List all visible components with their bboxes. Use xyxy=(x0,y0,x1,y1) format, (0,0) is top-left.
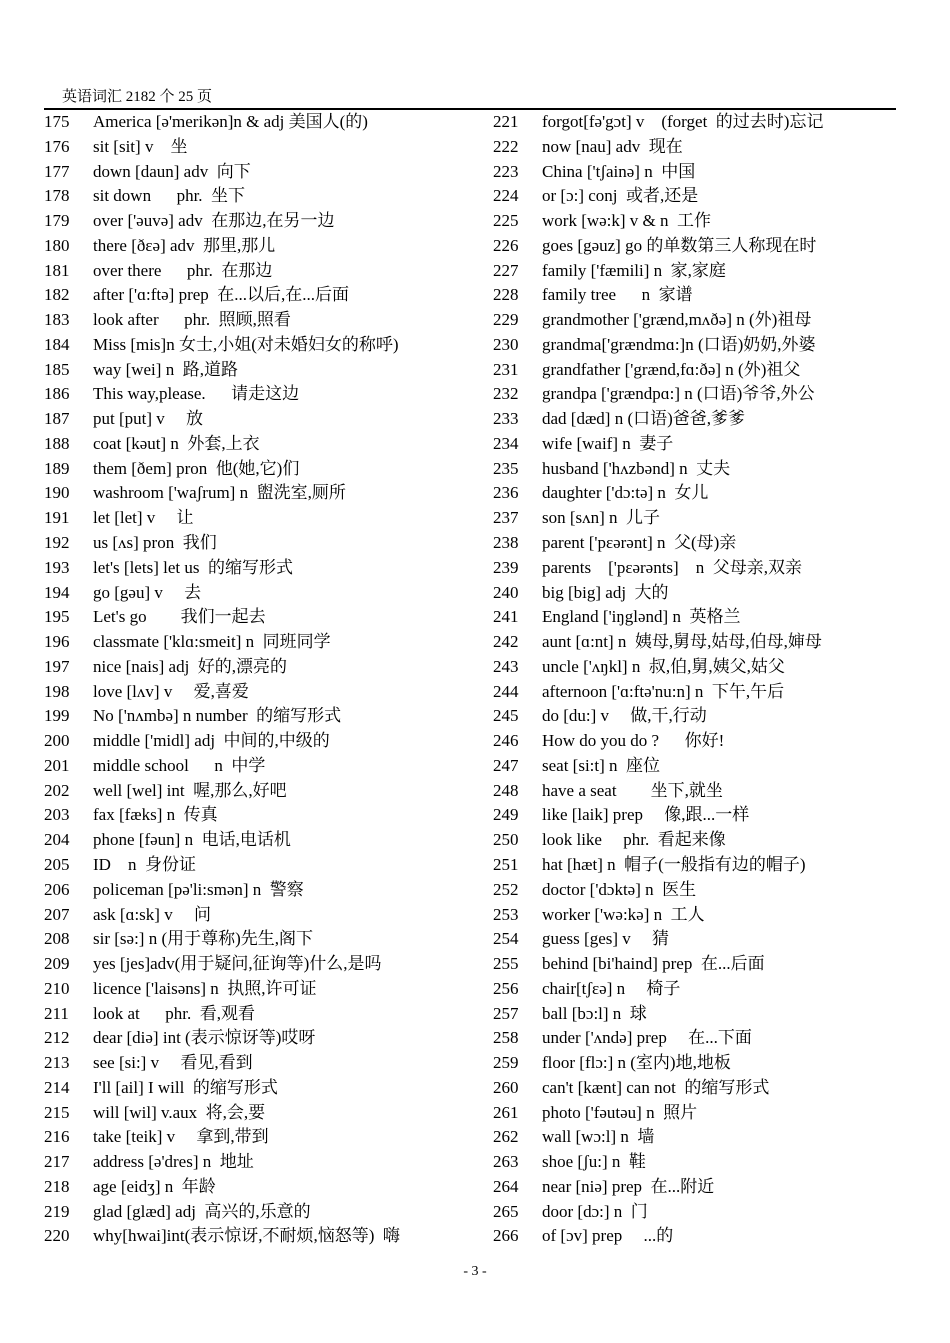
vocab-entry xyxy=(493,1002,913,1027)
entry-text: ask [ɑ:sk] v 问 xyxy=(93,904,211,924)
entry-text: grandma['grændmɑ:]n (口语)奶奶,外婆 xyxy=(542,334,816,354)
vocab-entry xyxy=(493,184,913,209)
entry-text: take [teik] v 拿到,带到 xyxy=(93,1127,269,1147)
entry-number: 249 xyxy=(493,805,519,825)
entry-number: 188 xyxy=(44,433,70,453)
vocab-column-left xyxy=(44,110,464,1249)
vocab-entry xyxy=(44,184,464,209)
entry-number: 244 xyxy=(493,681,519,701)
entry-number: 205 xyxy=(44,854,70,874)
vocab-entry xyxy=(44,1026,464,1051)
entry-text: parent ['pεərənt] n 父(母)亲 xyxy=(542,533,737,553)
entry-number: 252 xyxy=(493,879,519,899)
vocab-entry xyxy=(44,729,464,754)
entry-number: 196 xyxy=(44,632,70,652)
entry-text: coat [kəut] n 外套,上衣 xyxy=(93,433,260,453)
vocab-entry xyxy=(493,977,913,1002)
vocab-entry xyxy=(44,160,464,185)
entry-text: floor [flɔ:] n (室内)地,地板 xyxy=(542,1053,731,1073)
entry-number: 229 xyxy=(493,310,519,330)
vocab-entry xyxy=(493,1051,913,1076)
entry-text: after ['ɑ:ftə] prep 在...以后,在...后面 xyxy=(93,285,350,305)
entry-text: family tree n 家谱 xyxy=(542,285,693,305)
vocab-entry xyxy=(44,630,464,655)
entry-text: England ['iŋglənd] n 英格兰 xyxy=(542,607,741,627)
vocab-entry xyxy=(44,308,464,333)
entry-number: 248 xyxy=(493,780,519,800)
vocab-entry xyxy=(44,481,464,506)
vocab-entry xyxy=(44,283,464,308)
entry-text: way [wei] n 路,道路 xyxy=(93,359,238,379)
vocab-entry xyxy=(493,903,913,928)
vocab-entry xyxy=(493,110,913,135)
entry-text: I'll [ail] I will 的缩写形式 xyxy=(93,1077,278,1097)
vocab-entry xyxy=(44,1200,464,1225)
entry-text: Miss [mis]n 女士,小姐(对未婚妇女的称呼) xyxy=(93,334,399,354)
entry-text: or [ɔ:] conj 或者,还是 xyxy=(542,186,699,206)
entry-text: now [nau] adv 现在 xyxy=(542,136,683,156)
entry-text: chair[tʃεə] n 椅子 xyxy=(542,978,681,998)
entry-number: 178 xyxy=(44,186,70,206)
vocab-entry xyxy=(44,457,464,482)
entry-number: 202 xyxy=(44,780,70,800)
vocab-entry xyxy=(44,1051,464,1076)
entry-text: dad [dæd] n (口语)爸爸,爹爹 xyxy=(542,409,746,429)
entry-number: 259 xyxy=(493,1053,519,1073)
vocab-entry xyxy=(44,1076,464,1101)
entry-text: grandpa ['grændpɑ:] n (口语)爷爷,外公 xyxy=(542,384,815,404)
entry-text: aunt [ɑ:nt] n 姨母,舅母,姑母,伯母,婶母 xyxy=(542,632,822,652)
entry-number: 189 xyxy=(44,458,70,478)
entry-text: look like phr. 看起来像 xyxy=(542,830,726,850)
entry-text: them [ðem] pron 他(她,它)们 xyxy=(93,458,300,478)
vocab-entry xyxy=(44,1101,464,1126)
entry-text: will [wil] v.aux 将,会,要 xyxy=(93,1102,266,1122)
vocab-entry xyxy=(493,531,913,556)
entry-text: photo ['fəutəu] n 照片 xyxy=(542,1102,698,1122)
entry-number: 263 xyxy=(493,1152,519,1172)
entry-number: 197 xyxy=(44,656,70,676)
vocab-entry xyxy=(44,1002,464,1027)
entry-number: 225 xyxy=(493,211,519,231)
entry-number: 201 xyxy=(44,755,70,775)
entry-number: 180 xyxy=(44,235,70,255)
vocab-entry xyxy=(493,1200,913,1225)
entry-number: 190 xyxy=(44,483,70,503)
entry-number: 226 xyxy=(493,235,519,255)
vocab-entry xyxy=(44,1224,464,1249)
entry-number: 227 xyxy=(493,260,519,280)
entry-text: behind [bi'haind] prep 在...后面 xyxy=(542,954,765,974)
entry-number: 177 xyxy=(44,161,70,181)
vocab-entry xyxy=(493,1076,913,1101)
entry-text: How do you do ? 你好! xyxy=(542,731,725,751)
entry-text: us [ʌs] pron 我们 xyxy=(93,533,217,553)
vocab-entry xyxy=(493,160,913,185)
vocab-entry xyxy=(44,977,464,1002)
entry-number: 210 xyxy=(44,978,70,998)
entry-text: grandmother ['grænd,mʌðə] n (外)祖母 xyxy=(542,310,812,330)
entry-text: over ['əuvə] adv 在那边,在另一边 xyxy=(93,211,335,231)
entry-number: 221 xyxy=(493,112,519,131)
vocab-entry xyxy=(493,803,913,828)
entry-text: go [gəu] v 去 xyxy=(93,582,202,602)
entry-text: have a seat 坐下,就坐 xyxy=(542,780,723,800)
vocab-entry xyxy=(493,358,913,383)
entry-number: 204 xyxy=(44,830,70,850)
entry-text: guess [ges] v 猜 xyxy=(542,929,670,949)
entry-number: 262 xyxy=(493,1127,519,1147)
entry-number: 238 xyxy=(493,533,519,553)
entry-text: forgot[fə'gɔt] v (forget 的过去时)忘记 xyxy=(542,112,824,131)
vocab-entry xyxy=(44,135,464,160)
vocab-entry xyxy=(493,209,913,234)
vocab-entry xyxy=(493,754,913,779)
entry-number: 243 xyxy=(493,656,519,676)
entry-number: 256 xyxy=(493,978,519,998)
vocab-entry xyxy=(493,135,913,160)
vocab-entry xyxy=(493,333,913,358)
entry-text: policeman [pə'li:smən] n 警察 xyxy=(93,879,304,899)
entry-text: age [eidʒ] n 年龄 xyxy=(93,1176,216,1196)
entry-number: 220 xyxy=(44,1226,70,1246)
entry-text: over there phr. 在那边 xyxy=(93,260,273,280)
entry-number: 207 xyxy=(44,904,70,924)
entry-number: 199 xyxy=(44,706,70,726)
entry-text: like [laik] prep 像,跟...一样 xyxy=(542,805,750,825)
entry-text: sit [sit] v 坐 xyxy=(93,136,188,156)
entry-number: 236 xyxy=(493,483,519,503)
entry-text: sit down phr. 坐下 xyxy=(93,186,246,206)
entry-number: 250 xyxy=(493,830,519,850)
entry-number: 216 xyxy=(44,1127,70,1147)
entry-number: 222 xyxy=(493,136,519,156)
vocab-entry xyxy=(44,779,464,804)
entry-text: husband ['hʌzbənd] n 丈夫 xyxy=(542,458,731,478)
vocab-entry xyxy=(493,407,913,432)
entry-text: ball [bɔ:l] n 球 xyxy=(542,1003,647,1023)
entry-text: middle school n 中学 xyxy=(93,755,266,775)
entry-number: 254 xyxy=(493,929,519,949)
entry-text: look at phr. 看,观看 xyxy=(93,1003,255,1023)
entry-number: 266 xyxy=(493,1226,519,1246)
vocab-entry xyxy=(44,556,464,581)
entry-text: afternoon ['ɑ:ftə'nu:n] n 下午,午后 xyxy=(542,681,785,701)
vocab-entry xyxy=(493,630,913,655)
vocab-entry xyxy=(493,382,913,407)
page-header: 英语词汇 2182 个 25 页 xyxy=(62,89,213,105)
entry-number: 240 xyxy=(493,582,519,602)
entry-number: 184 xyxy=(44,334,70,354)
vocab-entry xyxy=(44,828,464,853)
vocab-entry xyxy=(493,1150,913,1175)
entry-text: licence ['laisəns] n 执照,许可证 xyxy=(93,978,317,998)
entry-text: of [ɔv] prep ...的 xyxy=(542,1226,674,1246)
entry-text: daughter ['dɔ:tə] n 女儿 xyxy=(542,483,709,503)
entry-text: why[hwai]int(表示惊讶,不耐烦,恼怒等) 嗨 xyxy=(93,1226,400,1246)
entry-number: 209 xyxy=(44,954,70,974)
entry-text: big [big] adj 大的 xyxy=(542,582,669,602)
entry-text: work [wə:k] v & n 工作 xyxy=(542,211,712,231)
vocab-entry xyxy=(493,581,913,606)
entry-text: phone [fəun] n 电话,电话机 xyxy=(93,830,291,850)
entry-text: worker ['wə:kə] n 工人 xyxy=(542,904,705,924)
vocab-entry xyxy=(493,259,913,284)
entry-number: 253 xyxy=(493,904,519,924)
entry-text: fax [fæks] n 传真 xyxy=(93,805,218,825)
vocab-entry xyxy=(493,878,913,903)
vocab-entry xyxy=(493,1175,913,1200)
entry-number: 183 xyxy=(44,310,70,330)
entry-number: 257 xyxy=(493,1003,519,1023)
vocab-entry xyxy=(44,927,464,952)
vocab-entry xyxy=(493,655,913,680)
entry-number: 265 xyxy=(493,1201,519,1221)
entry-text: family ['fæmili] n 家,家庭 xyxy=(542,260,726,280)
vocab-entry xyxy=(44,531,464,556)
vocab-entry xyxy=(493,1026,913,1051)
entry-number: 217 xyxy=(44,1152,70,1172)
entry-text: near [niə] prep 在...附近 xyxy=(542,1176,715,1196)
entry-number: 235 xyxy=(493,458,519,478)
entry-text: do [du:] v 做,干,行动 xyxy=(542,706,707,726)
entry-number: 242 xyxy=(493,632,519,652)
entry-number: 206 xyxy=(44,879,70,899)
entry-number: 232 xyxy=(493,384,519,404)
vocab-entry xyxy=(44,1125,464,1150)
entry-number: 193 xyxy=(44,557,70,577)
vocab-entry xyxy=(493,481,913,506)
entry-number: 215 xyxy=(44,1102,70,1122)
entry-number: 198 xyxy=(44,681,70,701)
vocab-column-right xyxy=(493,110,913,1249)
vocab-entry xyxy=(493,927,913,952)
vocab-entry xyxy=(44,506,464,531)
entry-text: sir [sə:] n (用于尊称)先生,阁下 xyxy=(93,929,314,949)
vocab-entry xyxy=(493,1224,913,1249)
vocab-entry xyxy=(44,110,464,135)
vocab-entry xyxy=(493,605,913,630)
entry-number: 264 xyxy=(493,1176,519,1196)
entry-text: well [wel] int 喔,那么,好吧 xyxy=(93,780,287,800)
entry-number: 179 xyxy=(44,211,70,231)
entry-number: 195 xyxy=(44,607,70,627)
entry-number: 208 xyxy=(44,929,70,949)
vocab-entry xyxy=(44,1175,464,1200)
page-number: - 3 - xyxy=(463,1264,487,1279)
entry-text: uncle ['ʌŋkl] n 叔,伯,舅,姨父,姑父 xyxy=(542,656,785,676)
entry-text: door [dɔ:] n 门 xyxy=(542,1201,648,1221)
entry-number: 200 xyxy=(44,731,70,751)
entry-number: 251 xyxy=(493,854,519,874)
vocab-entry xyxy=(44,581,464,606)
entry-text: look after phr. 照顾,照看 xyxy=(93,310,291,330)
vocab-entry xyxy=(44,680,464,705)
entry-text: let [let] v 让 xyxy=(93,508,194,528)
vocab-entry xyxy=(493,853,913,878)
entry-text: grandfather ['grænd,fɑ:ðə] n (外)祖父 xyxy=(542,359,801,379)
vocab-entry xyxy=(493,779,913,804)
entry-text: let's [lets] let us 的缩写形式 xyxy=(93,557,293,577)
entry-number: 260 xyxy=(493,1077,519,1097)
entry-text: classmate ['klɑ:smeit] n 同班同学 xyxy=(93,632,331,652)
vocab-entry xyxy=(493,704,913,729)
entry-number: 176 xyxy=(44,136,70,156)
vocab-entry xyxy=(44,358,464,383)
entry-text: wall [wɔ:l] n 墙 xyxy=(542,1127,655,1147)
vocab-entry xyxy=(493,680,913,705)
vocab-entry xyxy=(493,234,913,259)
entry-text: China ['tʃainə] n 中国 xyxy=(542,161,696,181)
entry-text: can't [kænt] can not 的缩写形式 xyxy=(542,1077,770,1097)
vocab-entry xyxy=(44,432,464,457)
entry-text: washroom ['waʃrum] n 盥洗室,厕所 xyxy=(93,483,346,503)
vocab-entry xyxy=(493,729,913,754)
entry-number: 261 xyxy=(493,1102,519,1122)
entry-number: 214 xyxy=(44,1077,70,1097)
entry-number: 192 xyxy=(44,533,70,553)
entry-text: yes [jes]adv(用于疑问,征询等)什么,是吗 xyxy=(93,954,382,974)
entry-number: 245 xyxy=(493,706,519,726)
vocab-entry xyxy=(44,259,464,284)
entry-number: 239 xyxy=(493,557,519,577)
vocab-entry xyxy=(493,828,913,853)
entry-text: ID n 身份证 xyxy=(93,854,196,874)
entry-number: 218 xyxy=(44,1176,70,1196)
entry-text: under ['ʌndə] prep 在...下面 xyxy=(542,1028,752,1048)
vocab-entry xyxy=(44,382,464,407)
vocab-entry xyxy=(44,803,464,828)
vocab-entry xyxy=(493,1101,913,1126)
entry-text: America [ə'merikən]n & adj 美国人(的) xyxy=(93,112,368,131)
entry-number: 228 xyxy=(493,285,519,305)
entry-number: 213 xyxy=(44,1053,70,1073)
entry-text: dear [diə] int (表示惊讶等)哎呀 xyxy=(93,1028,316,1048)
entry-text: This way,please. 请走这边 xyxy=(93,384,300,404)
entry-text: see [si:] v 看见,看到 xyxy=(93,1053,253,1073)
entry-number: 185 xyxy=(44,359,70,379)
entry-text: glad [glæd] adj 高兴的,乐意的 xyxy=(93,1201,311,1221)
entry-number: 194 xyxy=(44,582,70,602)
vocab-entry xyxy=(493,283,913,308)
vocab-entry xyxy=(493,1125,913,1150)
vocab-entry xyxy=(44,605,464,630)
entry-text: son [sʌn] n 儿子 xyxy=(542,508,661,528)
entry-number: 219 xyxy=(44,1201,70,1221)
entry-text: down [daun] adv 向下 xyxy=(93,161,251,181)
entry-text: shoe [ʃu:] n 鞋 xyxy=(542,1152,646,1172)
vocab-entry xyxy=(493,308,913,333)
vocab-entry xyxy=(44,209,464,234)
entry-number: 187 xyxy=(44,409,70,429)
entry-number: 234 xyxy=(493,433,519,453)
entry-text: nice [nais] adj 好的,漂亮的 xyxy=(93,656,288,676)
vocab-entry xyxy=(44,1150,464,1175)
entry-number: 231 xyxy=(493,359,519,379)
entry-number: 212 xyxy=(44,1028,70,1048)
entry-text: hat [hæt] n 帽子(一般指有边的帽子) xyxy=(542,854,806,874)
entry-text: middle ['midl] adj 中间的,中级的 xyxy=(93,731,330,751)
entry-number: 241 xyxy=(493,607,519,627)
vocab-entry xyxy=(493,506,913,531)
entry-number: 237 xyxy=(493,508,519,528)
entry-number: 191 xyxy=(44,508,70,528)
vocab-entry xyxy=(44,407,464,432)
entry-text: wife [waif] n 妻子 xyxy=(542,433,674,453)
entry-number: 246 xyxy=(493,731,519,751)
entry-number: 175 xyxy=(44,112,70,131)
vocab-entry xyxy=(493,556,913,581)
vocab-entry xyxy=(44,704,464,729)
entry-number: 255 xyxy=(493,954,519,974)
entry-text: No ['nʌmbə] n number 的缩写形式 xyxy=(93,706,342,726)
entry-text: there [ðεə] adv 那里,那儿 xyxy=(93,235,276,255)
vocab-entry xyxy=(44,878,464,903)
entry-number: 224 xyxy=(493,186,519,206)
entry-text: put [put] v 放 xyxy=(93,409,204,429)
entry-text: Let's go 我们一起去 xyxy=(93,607,266,627)
vocab-entry xyxy=(493,457,913,482)
entry-number: 233 xyxy=(493,409,519,429)
vocab-entry xyxy=(44,903,464,928)
vocab-entry xyxy=(44,655,464,680)
entry-text: love [lʌv] v 爱,喜爱 xyxy=(93,681,249,701)
vocab-entry xyxy=(44,234,464,259)
entry-text: doctor ['dɔktə] n 医生 xyxy=(542,879,697,899)
vocab-entry xyxy=(44,853,464,878)
vocab-entry xyxy=(493,952,913,977)
entry-number: 181 xyxy=(44,260,70,280)
vocab-entry xyxy=(493,432,913,457)
entry-text: seat [si:t] n 座位 xyxy=(542,755,661,775)
entry-number: 230 xyxy=(493,334,519,354)
entry-text: parents ['pεərənts] n 父母亲,双亲 xyxy=(542,557,802,577)
entry-number: 223 xyxy=(493,161,519,181)
entry-number: 247 xyxy=(493,755,519,775)
entry-text: goes [gəuz] go 的单数第三人称现在时 xyxy=(542,235,817,255)
vocab-entry xyxy=(44,333,464,358)
entry-number: 186 xyxy=(44,384,70,404)
entry-text: address [ə'dres] n 地址 xyxy=(93,1152,254,1172)
vocab-entry xyxy=(44,754,464,779)
vocab-entry xyxy=(44,952,464,977)
entry-number: 182 xyxy=(44,285,70,305)
entry-number: 203 xyxy=(44,805,70,825)
entry-number: 258 xyxy=(493,1028,519,1048)
entry-number: 211 xyxy=(44,1003,69,1023)
